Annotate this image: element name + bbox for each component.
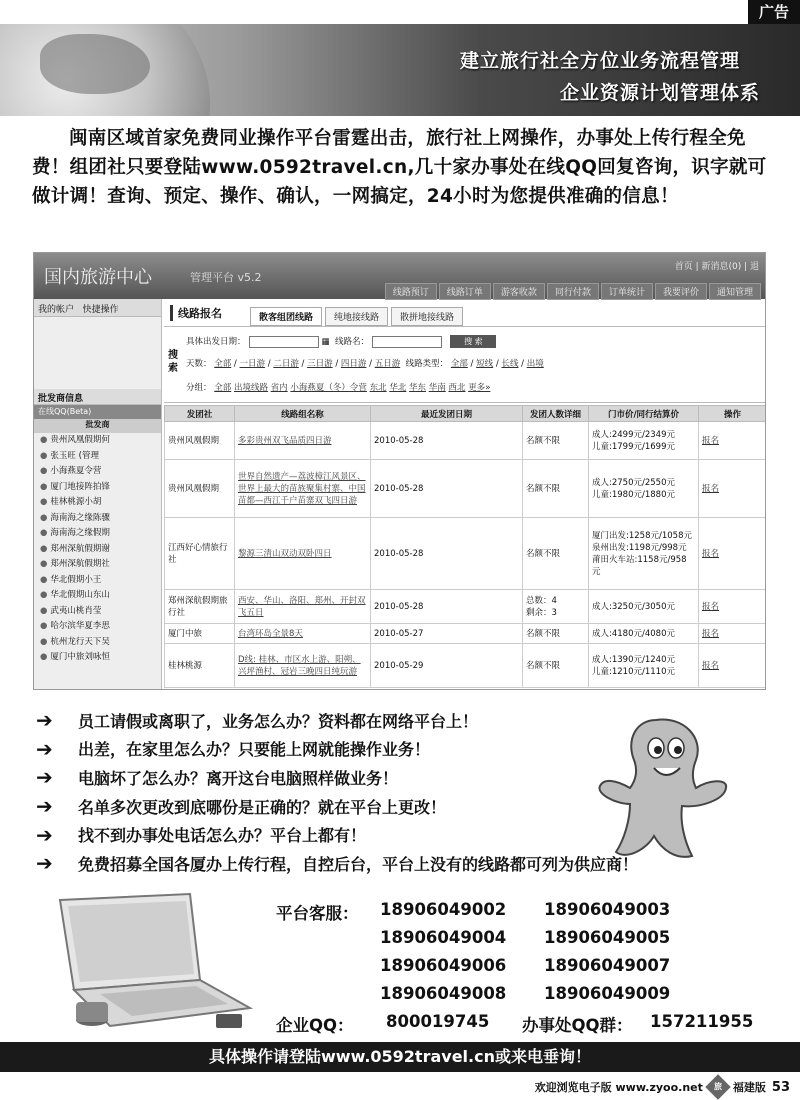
- cell-price: 成人:2499元/2349元 儿童:1799元/1699元: [589, 422, 699, 460]
- sidebar-list: [34, 433, 161, 666]
- qq-number: 800019745: [386, 1012, 490, 1031]
- signup-link[interactable]: 报名: [699, 590, 767, 624]
- sidebar-item[interactable]: ● 武夷山桃肖莹: [34, 604, 161, 620]
- service-phone: 18906049006: [380, 956, 507, 975]
- sidebar-item[interactable]: ● 贵州风凰假期何: [34, 433, 161, 449]
- filter-group[interactable]: 西北: [448, 383, 466, 393]
- cell-count: 名额不限: [523, 624, 589, 644]
- header-banner: [0, 24, 800, 116]
- cell-agency: 厦门中旅: [165, 624, 235, 644]
- nav-item[interactable]: 我要评价: [655, 283, 707, 300]
- sidebar-item[interactable]: ● 郑州深航假期谢: [34, 542, 161, 558]
- filter-group[interactable]: 东北: [369, 383, 387, 393]
- platform-title: 国内旅游中心: [44, 267, 152, 288]
- nav-item[interactable]: 通知管理: [709, 283, 761, 300]
- table-row: [165, 624, 767, 644]
- table-row: [165, 590, 767, 624]
- cell-count: 名额不限: [523, 518, 589, 590]
- filter-group[interactable]: 出境线路: [233, 383, 268, 393]
- cell-date: 2010-05-28: [371, 590, 523, 624]
- type-label: 线路类型：: [405, 359, 449, 369]
- filter-type[interactable]: 长线: [501, 359, 519, 369]
- sidebar-item[interactable]: ● 厦门地接阵拍锋: [34, 480, 161, 496]
- column-header: 最近发团日期: [371, 406, 523, 422]
- platform-header: [34, 253, 765, 299]
- sidebar-list-header: 批发商: [34, 419, 161, 433]
- platform-screenshot: [33, 252, 766, 690]
- filter-days[interactable]: 二日游: [273, 359, 299, 369]
- cell-price: 成人:1390元/1240元 儿童:1210元/1110元: [589, 644, 699, 688]
- cell-date: 2010-05-28: [371, 460, 523, 518]
- arrow-right-icon: ➔: [36, 708, 53, 733]
- sidebar-qq-bar[interactable]: 在线QQ(Beta): [34, 405, 161, 419]
- cell-agency: 江西好心情旅行社: [165, 518, 235, 590]
- banner-headline: 建立旅行社全方位业务流程管理: [459, 50, 740, 72]
- arrow-right-icon: ➔: [36, 822, 53, 847]
- banner-subheadline: 企业资源计划管理体系: [559, 82, 760, 104]
- cell-route[interactable]: D线: 桂林、市区水上游、阳朔、兴坪渔村、冠岩三晚四日纯玩游: [235, 644, 371, 688]
- filter-days[interactable]: 一日游: [239, 359, 266, 369]
- filter-group[interactable]: 省内: [270, 383, 288, 393]
- mascot-illustration: [596, 700, 746, 870]
- filter-days[interactable]: 全部: [214, 359, 232, 369]
- nav-item[interactable]: 同行付款: [547, 283, 599, 300]
- cell-count: 名额不限: [523, 644, 589, 688]
- benefit-text: 名单多次更改到底哪份是正确的？就在平台上更改！: [78, 797, 447, 817]
- laptop-illustration: [40, 890, 260, 1040]
- signup-link[interactable]: 报名: [699, 624, 767, 644]
- sidebar-item[interactable]: ● 张玉旺 (管理: [34, 449, 161, 465]
- sidebar-section-title: 批发商信息: [34, 389, 161, 405]
- benefit-text: 找不到办事处电话怎么办？平台上都有！: [78, 826, 367, 846]
- benefit-text: 电脑坏了怎么办？离开这台电脑照样做业务！: [78, 768, 399, 788]
- filter-group[interactable]: 更多»: [468, 383, 491, 393]
- column-header: 门市价/同行结算价: [589, 406, 699, 422]
- cell-route[interactable]: 世界自然遗产—荔波樟江风景区、世界上最大的苗族聚集村寨、中国苗都—西江千户苗寨双飞四日游: [235, 460, 371, 518]
- routes-table: [164, 405, 766, 688]
- sidebar-item[interactable]: ● 哈尔滨华夏李思: [34, 619, 161, 635]
- cell-route[interactable]: 黎源三清山双动双卧四日: [235, 518, 371, 590]
- intro-paragraph: 闽南区域首家免费同业操作平台雷霆出击，旅行社上网操作，办事处上传行程全免费！组团社只要登陆www.0592travel.cn,几十家办事处在线QQ回复咨询，识字就可做计调！查询、预定、操作、确认，一网搞定，24小时为您提供准确的信息！: [32, 128, 767, 207]
- arrow-right-icon: ➔: [36, 794, 53, 819]
- platform-sidebar: [34, 299, 162, 690]
- benefit-text: 出差，在家里怎么办？只要能上网就能操作业务！: [78, 740, 431, 760]
- cell-agency: 郑州深航假期旅行社: [165, 590, 235, 624]
- cell-price: 成人:4180元/4080元: [589, 624, 699, 644]
- filter-type[interactable]: 短线: [476, 359, 494, 369]
- filter-days[interactable]: 四日游: [340, 359, 367, 369]
- filter-group[interactable]: 全部: [214, 383, 232, 393]
- column-header: 发团人数详细: [523, 406, 589, 422]
- date-label: 具体出发日期：: [186, 337, 246, 347]
- search-panel: [164, 327, 766, 403]
- platform-body: [34, 299, 766, 690]
- column-header: 操作: [699, 406, 767, 422]
- qq-group-label: 办事处QQ群：: [522, 1016, 633, 1035]
- sidebar-item[interactable]: ● 海南海之缘陈骤: [34, 511, 161, 527]
- service-phone: 18906049009: [544, 984, 671, 1003]
- magazine-badge-icon: 旅: [705, 1074, 730, 1099]
- sidebar-quick-actions[interactable]: 快捷操作: [82, 305, 119, 315]
- date-input[interactable]: [249, 336, 319, 348]
- table-row: [165, 518, 767, 590]
- days-label: 天数：: [186, 359, 212, 369]
- cell-count: 名额不限: [523, 422, 589, 460]
- footnote-text: 欢迎浏览电子版 www.zyoo.net: [534, 1081, 703, 1094]
- qq-label: 企业QQ：: [276, 1016, 354, 1035]
- route-name-label: 线路名：: [334, 337, 369, 347]
- sidebar-item[interactable]: ● 华北假期小王: [34, 573, 161, 589]
- table-row: [165, 460, 767, 518]
- signup-link[interactable]: 报名: [699, 644, 767, 688]
- platform-main: [164, 299, 766, 690]
- cell-count: 名额不限: [523, 460, 589, 518]
- calendar-icon[interactable]: ▦: [321, 337, 330, 347]
- cell-date: 2010-05-28: [371, 422, 523, 460]
- table-row: [165, 422, 767, 460]
- cell-price: 成人:2750元/2550元 儿童:1980元/1880元: [589, 460, 699, 518]
- filter-group[interactable]: 小海燕夏（冬）令营: [290, 383, 367, 393]
- cell-route[interactable]: 多彩贵州双飞品质四日游: [235, 422, 371, 460]
- sidebar-item[interactable]: ● 厦门中旅刘咏恒: [34, 650, 161, 666]
- column-header: 线路组名称: [235, 406, 371, 422]
- search-panel-label: 搜索: [168, 350, 178, 374]
- signup-link[interactable]: 报名: [699, 460, 767, 518]
- service-label: 平台客服：: [276, 904, 359, 923]
- ad-corner-label: 广告: [748, 0, 800, 24]
- arrow-right-icon: ➔: [36, 765, 53, 790]
- main-title: 线路报名: [170, 305, 222, 321]
- nav-item[interactable]: 游客收款: [493, 283, 545, 300]
- cell-price: 成人:3250元/3050元: [589, 590, 699, 624]
- tab-group-routes[interactable]: 散客组团线路: [250, 307, 322, 326]
- platform-nav: [383, 283, 761, 300]
- page-footnote: [535, 1078, 790, 1096]
- sidebar-item[interactable]: ● 华北假期山东山: [34, 588, 161, 604]
- route-tabs: [250, 307, 466, 326]
- sidebar-account-bar: [34, 299, 161, 317]
- sidebar-item[interactable]: ● 海南海之缘假期: [34, 526, 161, 542]
- platform-subtitle: 管理平台 v5.2: [190, 271, 262, 284]
- sidebar-item[interactable]: ● 小海燕夏令营: [34, 464, 161, 480]
- service-phone: 18906049005: [544, 928, 671, 947]
- nav-item[interactable]: 订单统计: [601, 283, 653, 300]
- cell-price: 厦门出发:1258元/1058元 泉州出发:1198元/998元 莆田火车站:1158元/958元: [589, 518, 699, 590]
- signup-link[interactable]: 报名: [699, 518, 767, 590]
- sidebar-account[interactable]: 我的帐户: [38, 305, 75, 315]
- sidebar-spacer: [34, 317, 161, 389]
- qq-group-number: 157211955: [650, 1012, 754, 1031]
- table-header-row: [165, 406, 767, 422]
- sidebar-item[interactable]: ● 桂林桃源小胡: [34, 495, 161, 511]
- filter-days[interactable]: 五日游: [374, 359, 401, 369]
- search-row-groups: [186, 381, 490, 393]
- cell-route[interactable]: 台湾环岛全景8天: [235, 624, 371, 644]
- filter-type[interactable]: 出境: [526, 359, 544, 369]
- platform-top-links[interactable]: 首页 | 新消息(0) | 退: [674, 262, 759, 272]
- cell-date: 2010-05-29: [371, 644, 523, 688]
- filter-type[interactable]: 全部: [450, 359, 468, 369]
- service-phone: 18906049003: [544, 900, 671, 919]
- search-row-date: [186, 335, 496, 348]
- sidebar-item[interactable]: ● 郑州深航假期社: [34, 557, 161, 573]
- filter-group[interactable]: 华北: [389, 383, 407, 393]
- nav-item[interactable]: 线路订单: [439, 283, 491, 300]
- service-phone: 18906049002: [380, 900, 507, 919]
- benefit-text: 员工请假或离职了，业务怎么办？资料都在网络平台上！: [78, 711, 479, 731]
- cell-date: 2010-05-27: [371, 624, 523, 644]
- filter-group[interactable]: 华南: [428, 383, 446, 393]
- edition-label: 福建版: [732, 1081, 766, 1094]
- cell-agency: 贵州风凰假期: [165, 422, 235, 460]
- cell-agency: 桂林桃源: [165, 644, 235, 688]
- cell-date: 2010-05-28: [371, 518, 523, 590]
- table-row: [165, 644, 767, 688]
- service-phone: 18906049004: [380, 928, 507, 947]
- column-header: 发团社: [165, 406, 235, 422]
- tab-combined-local-routes[interactable]: 散拼地接线路: [391, 307, 463, 326]
- route-name-input[interactable]: [372, 336, 442, 348]
- arrow-right-icon: ➔: [36, 851, 53, 876]
- service-phone: 18906049007: [544, 956, 671, 975]
- page-number: 53: [771, 1079, 790, 1095]
- filter-group[interactable]: 华东: [409, 383, 427, 393]
- service-phone: 18906049008: [380, 984, 507, 1003]
- arrow-right-icon: ➔: [36, 736, 53, 761]
- signup-link[interactable]: 报名: [699, 422, 767, 460]
- sidebar-item[interactable]: ● 杭州龙行天下吴: [34, 635, 161, 651]
- search-button[interactable]: 搜 索: [450, 335, 496, 348]
- cell-count: 总数：4 剩余：3: [523, 590, 589, 624]
- nav-item[interactable]: 线路预订: [385, 283, 437, 300]
- tab-local-routes[interactable]: 纯地接线路: [325, 307, 388, 326]
- footer-bar: 具体操作请登陆www.0592travel.cn或来电垂询！: [0, 1042, 800, 1072]
- group-label: 分组：: [186, 383, 212, 393]
- benefit-text: 免费招募全国各厦办上传行程，自控后台，平台上没有的线路都可列为供应商！: [78, 854, 639, 874]
- filter-days[interactable]: 三日游: [307, 359, 333, 369]
- cell-route[interactable]: 西安、华山、洛阳、郑州、开封双飞五日: [235, 590, 371, 624]
- main-header: [164, 299, 766, 327]
- cell-agency: 贵州风凰假期: [165, 460, 235, 518]
- search-row-days: 天数： 全部 / 一日游 / 二日游 / 三日游 / 四日游 / 五日游 线路类型： 全部 / 短线 / 长线 / 出境: [186, 359, 544, 369]
